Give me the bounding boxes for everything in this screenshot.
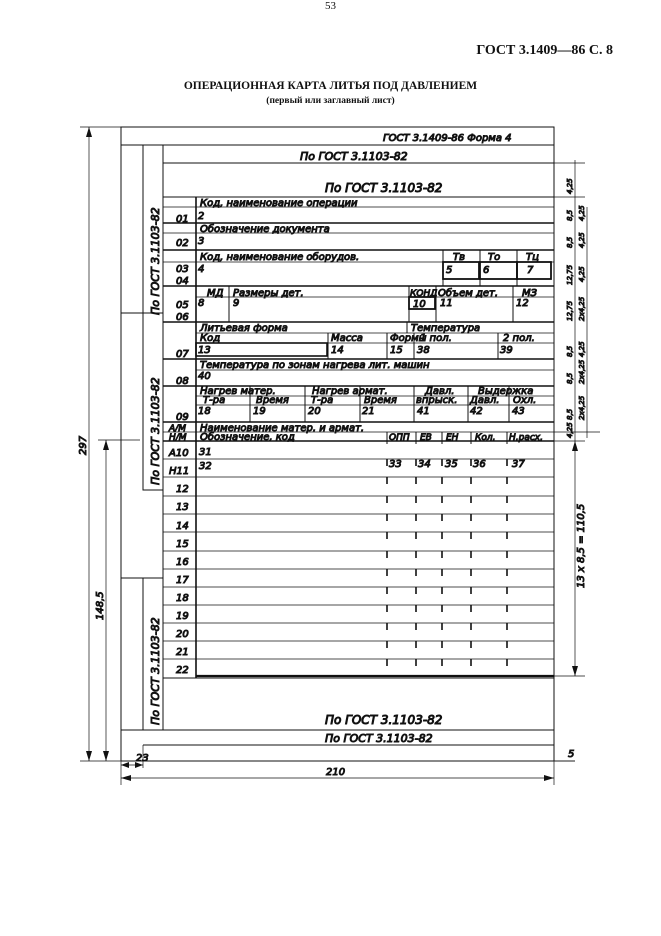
cell-12: 12 — [516, 298, 529, 309]
dim-425-b: 4,25 — [578, 205, 586, 221]
cell-13: 13 — [198, 345, 211, 356]
cell-34: 34 — [418, 459, 431, 470]
row-number: А10 — [169, 448, 189, 459]
cell-15: 15 — [390, 345, 403, 356]
ev-label: ЕВ — [420, 433, 432, 443]
cell-9: 9 — [233, 298, 240, 309]
temp-zones-label: Температура по зонам нагрева лит. машин — [200, 360, 430, 371]
dim-425-a: 4,25 — [566, 178, 574, 194]
t-ra-1: Т-ра — [203, 395, 226, 406]
row-number: 07 — [176, 349, 189, 360]
md-label: МД — [207, 288, 224, 299]
cell-38: 38 — [417, 345, 430, 356]
row-number: 01 — [176, 214, 189, 225]
am-label: А/М — [169, 424, 186, 434]
dim-1275-a: 12,75 — [566, 264, 574, 285]
press-label: Давл. — [425, 386, 455, 397]
press2-label: Давл. — [470, 395, 500, 406]
row-number: 05 — [176, 300, 189, 311]
dim-width-total: 210 — [326, 767, 346, 778]
cell-43: 43 — [512, 406, 525, 417]
dim-425-e: 4,25 — [578, 341, 586, 357]
doc-label: Обозначение документа — [200, 224, 330, 235]
forms-label: Формы — [390, 333, 427, 344]
op-code-label: Код, наименование операции — [200, 198, 358, 209]
row-number: 16 — [176, 557, 189, 568]
cell-7: 7 — [527, 265, 534, 276]
dim-2x425-b: 2х4,25 — [578, 359, 586, 384]
mat-name-label: Наименование матер. и армат. — [200, 423, 365, 434]
cell-35: 35 — [445, 459, 458, 470]
cell-8: 8 — [198, 298, 205, 309]
page-number: 53 — [325, 0, 336, 12]
cell-37: 37 — [512, 459, 525, 470]
cell-20: 20 — [308, 406, 321, 417]
row-number-column — [168, 214, 189, 676]
cell-31: 31 — [199, 447, 212, 458]
side-stamp-mid: По ГОСТ 3.1103-82 — [149, 377, 162, 485]
cell-11: 11 — [440, 298, 453, 309]
dim-1275-b: 12,75 — [566, 300, 574, 321]
document-subtitle: (первый или заглавный лист) — [266, 96, 395, 106]
heat-mat-label: Нагрев матер. — [200, 386, 276, 397]
designation-label: Обозначение, код — [200, 432, 295, 443]
half2-label: 2 пол. — [503, 333, 535, 344]
en-label: ЕН — [446, 433, 459, 443]
half1-label: 1 пол. — [420, 333, 452, 344]
cell-6: 6 — [483, 265, 490, 276]
volume-label: Объем дет. — [438, 288, 499, 299]
stamp-bottom-1: По ГОСТ 3.1103-82 — [325, 713, 443, 727]
inject-label: впрыск. — [416, 395, 458, 406]
cool-label: Охл. — [513, 395, 537, 406]
document-title: ОПЕРАЦИОННАЯ КАРТА ЛИТЬЯ ПОД ДАВЛЕНИЕМ — [183, 80, 478, 92]
row-number: 06 — [176, 312, 189, 323]
cell-42: 42 — [470, 406, 483, 417]
dim-2x425-a: 2х4,25 — [578, 296, 586, 321]
nm-label: Н/М — [169, 433, 187, 443]
row-number: 08 — [176, 376, 189, 387]
cell-21: 21 — [362, 406, 375, 417]
row-number: 17 — [176, 575, 189, 586]
row-number: 14 — [176, 521, 189, 532]
dim-height-half: 148,5 — [95, 591, 106, 620]
heat-arm-label: Нагрев армат. — [312, 386, 388, 397]
side-stamp-bottom: По ГОСТ 3.1103-82 — [149, 617, 162, 725]
row-number: 12 — [176, 484, 189, 495]
stamp-top: По ГОСТ 3.1103-82 — [300, 150, 408, 163]
dim-85-d: 8,5 — [566, 372, 574, 384]
cell-41: 41 — [417, 406, 430, 417]
dim-left-margin: 23 — [136, 753, 149, 764]
dim-85-b: 8,5 — [566, 236, 574, 248]
cell-4: 4 — [198, 264, 205, 275]
temperature-label: Температура — [411, 323, 481, 334]
cell-36: 36 — [473, 459, 486, 470]
kond-label: КОНД — [410, 289, 438, 299]
dim-85-a: 8,5 — [566, 209, 574, 221]
stamp-bottom-2: По ГОСТ 3.1103-82 — [325, 732, 433, 745]
dim-85-c: 8,5 — [566, 345, 574, 357]
cell-33: 33 — [389, 459, 402, 470]
time-2: Время — [364, 395, 397, 406]
hold-label: Выдержка — [478, 386, 534, 397]
row-number: 20 — [176, 629, 189, 640]
dim-425-c: 4,25 — [578, 232, 586, 248]
sizes-label: Размеры дет. — [233, 288, 304, 299]
row-number: 09 — [176, 412, 189, 423]
form-label: ГОСТ 3.1409-86 Форма 4 — [383, 133, 512, 144]
row-number: 21 — [176, 647, 189, 658]
row-number: 19 — [176, 611, 189, 622]
gost-header: ГОСТ 3.1409—86 С. 8 — [476, 43, 613, 58]
row-number: 22 — [176, 665, 189, 676]
cell-3: 3 — [198, 236, 205, 247]
row-number: 13 — [176, 502, 189, 513]
t-ra-2: Т-ра — [311, 395, 334, 406]
dim-right-margin: 5 — [568, 749, 575, 760]
dim-425-d: 4,25 — [578, 266, 586, 282]
dim-2x425-c: 2х4,25 — [578, 395, 586, 420]
to-label: То — [488, 252, 501, 263]
equipment-label: Код, наименование оборудов. — [200, 252, 360, 263]
row-number: 18 — [176, 593, 189, 604]
side-stamp-top: По ГОСТ 3.1103-82 — [149, 207, 162, 315]
dim-rows-height: 13 x 8,5 = 110,5 — [576, 503, 587, 588]
cell-18: 18 — [198, 406, 211, 417]
row-number: Н11 — [169, 466, 190, 477]
mold-label: Литьевая форма — [200, 323, 288, 334]
nrash-label: Н.расх. — [509, 433, 543, 443]
time-1: Время — [256, 395, 289, 406]
cell-5: 5 — [446, 265, 453, 276]
cell-14: 14 — [331, 345, 344, 356]
cell-32: 32 — [199, 461, 212, 472]
dim-425-f: 4,25 — [566, 422, 574, 438]
kol-label: Кол. — [475, 433, 496, 443]
tc-label: Тц — [526, 252, 539, 263]
cell-39: 39 — [500, 345, 513, 356]
dim-height-total: 297 — [78, 435, 89, 455]
mz-label: МЗ — [522, 288, 538, 299]
tv-label: Тв — [453, 252, 466, 263]
row-number: 04 — [176, 276, 189, 287]
cell-40: 40 — [198, 371, 211, 382]
mass-label: Масса — [331, 333, 363, 344]
row-number: 15 — [176, 539, 189, 550]
cell-2: 2 — [198, 211, 205, 222]
dim-85-e: 8,5 — [566, 408, 574, 420]
cell-10: 10 — [413, 299, 426, 310]
row-number: 02 — [176, 238, 189, 249]
code-label: Код — [200, 333, 221, 344]
cell-19: 19 — [253, 406, 266, 417]
opp-label: ОПП — [389, 433, 410, 443]
stamp-main: По ГОСТ 3.1103-82 — [325, 181, 443, 195]
row-number: 03 — [176, 264, 189, 275]
